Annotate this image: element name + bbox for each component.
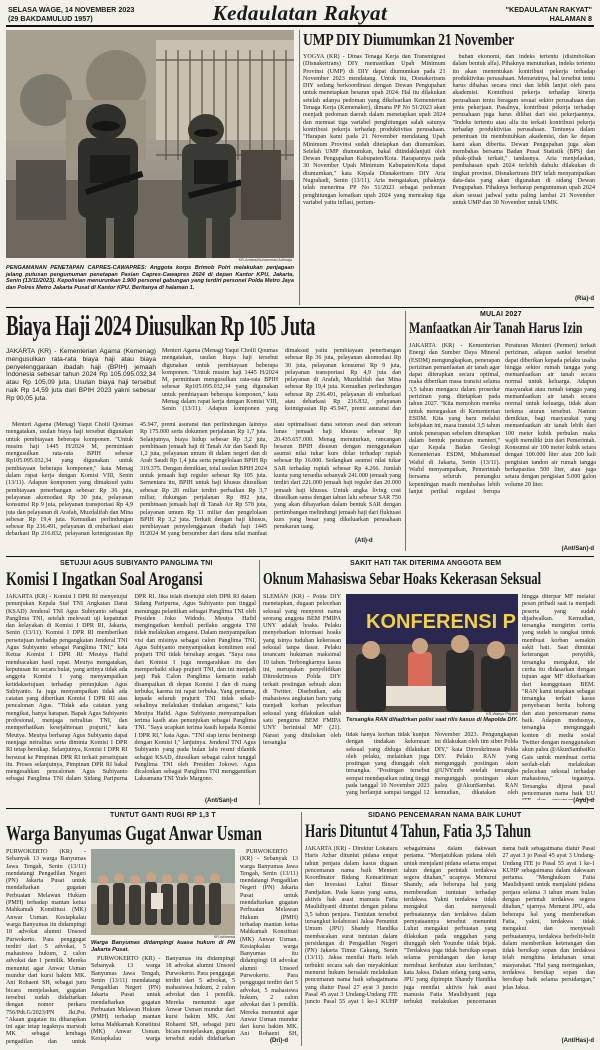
air-author: (Ant/San)-d — [561, 546, 594, 552]
top-photo-caption: PENGAMANAN PENETAPAN CAPRES-CAWAPRES: Anggota korps Brimob Polri melakukan penjagaan jelang putusan pengumuman penetapan Pasian Capres-Cawapres 2024 di depan Kantor KPU, Jakarta, Senin (13/11/2023). Kepolisian menurunkan 1.900 personel gabungan yang terdiri personel Polda Metro Jaya dan Polres Metro Jakarta Pusat di Kantor KPU. Beritanya di halaman 1. — [6, 265, 294, 292]
haji-headline-text: Biaya Haji 2024 Diusulkan Rp 105 Juta — [6, 311, 316, 342]
column-divider — [405, 311, 406, 551]
section-rule — [6, 808, 594, 809]
komisi-headline-text: Komisi I Ingatkan Soal Arogansi — [6, 569, 203, 590]
header-page-info — [506, 5, 592, 23]
warga-photo — [91, 849, 235, 935]
ump-author: (Ria)-d — [575, 296, 594, 302]
haji-body-text: Menteri Agama (Menag) Yaqut Cholil Qoumas mengatakan, usulan biaya haji tersebut digunakan untuk pembiayaan beberapa komponen. "Untuk musim haji 1445 H/2024 M, permintaan mengusulkan rata-rata BPIH sebesar Rp105.095.032,34 yang digunakan untuk pembiayaan beberapa komponen," kata Menag dalam rapat kerja dengan Komisi VIII, Senin (13/11). Adapun komponen yang dimaksud yaitu pembiayaan penerbangan sebesar Rp 36 juta, pelayanan akomodasi Rp 30 juta, pelayanan konsumsi Rp 9 juta, pelayanan transportasi Rp 4,9 juta dan pelayanan di Arafah, Muzdalifah dan Mina sebesar Rp 19,4 juta. Kemudian perlindungan sebesar Rp 236.491, pelayanan di embarkasi atau debarkasi Rp 216.832, pelayanan keimigrasian Rp 45.947, premi asuransi dan perlindungan lainnya Rp 175.000 serta dokumen perjalanan Rp 1,7 juta. Selanjutnya, biaya hidup sebesar Rp 3,2 juta, pembinaan jemaah haji di Tanah Air dan Saudi Rp 1,2 juta, pelayanan umum di dalam negeri dan di Arab Saudi Rp 1,4 juta serta pengelolaan BPIH Rp 319.375. Dengan demikian, total usulan BPIH 2024 untuk jemaah haji reguler sebesar Rp 105 juta. Sementara itu, BPIH untuk haji khusus diusulkan sebesar Rp 20 miliar terdiri perbaikan Rp 3,7 miliar, dukungan perjalanan Rp 892 juta, pembinaan jemaah haji di Tanah Air Rp 578 juta, pelayanan umum Rp 11 miliar dan pengelolaan BPIH Rp 3,2 juta. Terkait dengan haji khusus, pembiayaan penyelenggaraan ibadah haji 1445 H/2024 M yang bersumber dari dana nilai manfaat atau optimalisasi dana setoran awal dan setoran lunas jemaah haji khusus sebesar Rp 20.435.657.000. Menag menuturkan, rancangan besaran BPIH disusun dengan menggunakan asumsi nilai tukar kurs dolar terhadap rupiah sebesar Rp 16.000. Sedangkan asumsi nilai tukar SAR terhadap rupiah sebesar Rp 4.266. Jumlah kuota yang tersedia sebanyak 241.000 jemaah yang terdiri dari 221.000 jemaah haji reguler dan 20.000 jemaah haji khusus. Untuk angka living cost diusulkan sama dengan tahun lalu sebesar SAR 750 yang akan dibayarkan dalam bentuk SAR dengan pertimbangan melindungi jemaah haji dari fluktuasi kurs yang besar yang dikeluarkan perusahaan penukaran uang. — [6, 422, 401, 538]
header-date-line1: SELASA WAGE, 14 NOVEMBER 2023 — [8, 5, 135, 14]
air-headline-text: Manfaatkan Air Tanah Harus Izin — [409, 320, 583, 337]
warga-author: (Dri)-d — [270, 1038, 288, 1044]
hoaks-author: (Ayu)-d — [573, 798, 594, 804]
haris-body-text: JAKARTA (KR) - Direktur Lokataru Haris Azhar dituntut pidana empat tahun penjara dalam kasus dugaan pencemaran nama baik Menteri Koordinator Bidang Kemaritiman dan Investasi Luhut Binsar Pandjaitan. Pada kasus yang sama, aktivis hak asasi manusia Fatia Maulidiyanti dituntut dengan pidana 3,5 tahun penjara. Tuntutan tersebut tersangkut kolaborasi Jaksa Penuntut Umum (JPU) Shandy Handika membacakan surat tuntutan dalam persidangan di Pengadilan Negeri (PN) Jakarta Timur Cakung, Senin (13/11). Jaksa menilai Haris telah terbukti secara sah dan meyakinkan menurut hukum bersalah melakukan pencemaran nama baik sebagaimana yang diatur Pasal 27 ayat 3 juncto Pasal 45 ayat 3 Undang-Undang ITE juncto Pasal 55 ayat 1 ke-1 KUHP sebagaimana dalam dakwaan pertama. "Menjatuhkan pidana oleh untuk menjalani pidana selama empat tahun dengan perintah terdakwa segera ditahan," ucapnya. Menurut Shandy, ada beberapa hal yang memberatkan tuntutan terhadap terdakwa. Yakni terdakwa tidak mengakui dan menyesali perbuatannya dan terdakwa dalam pernyataannya tersebut menuntut Luhut mengakui perbuatan yang dilakukan pada unggahan yang diunggah oleh Youtube tidak bijak. "Terdakwa juga tidak bersikap sopan selama persidangan dan kerap membuat keributan atau keributan," kata Jaksa. Dalam sidang yang sama, JPU yang dipimpin Shandy Handika juga menilai aktivis hak asasi manusia Fatia Maulidiyanti juga terbukti melakukan pencemaran nama baik sebagaimana diatur Pasal 27 ayat 3 jo Pasal 45 ayat 3 Undang-Undang ITE jo Pasal 55 ayat 1 ke-1 KUHP sebagaimana dalam dakwaan pertama. "Menghukum Fatia Maulidiyanti untuk menjalani pidana penjara selama 3 tahun enam bulan dengan perintah terdakwa segera ditahan," ujarnya. Menurut JPU, ada beberapa hal yang memberatkan Fatia, yakni, terdakwa tidak mengakui dan menyesali perbuatannya, terdakwa berbelit-belit dalam memberikan keterangan dan tidak bersikap sopan dan terdakwa telah menghina ketahanan umat masyarakat. "Hal yang meringankan, terdakwa bersikap sopan dan bersikap baik selama persidangan," jelas Jaksa. — [305, 846, 595, 1006]
haris-headline-text: Haris Dituntut 4 Tahun, Fatia 3,5 Tahun — [305, 821, 531, 842]
haji-headline — [6, 311, 401, 343]
column-divider — [299, 30, 300, 305]
hoaks-headline — [263, 569, 595, 591]
hoaks-col2 — [346, 732, 518, 800]
warga-body-text: PURWOKERTO (KR) - Sebanyak 13 warga Banyumas Jawa Tengah, Senin (13/11) mendatangi Pengadilan Negeri (PN) Jakarta Pusat untuk mendaftarkan gugatan Perbuatan Melawan Hukum (PMH) terhadap mantan ketua Mahkamah Konstitusi (MK) Anwar Usman. Kesiapkalau warga Banyumas itu didampingi 18 advokat alumni Unsoed Purwokerto. Para penggugat terdiri dari 5 advokat, 5 mahasiswa hukum, 2 calon advokat dan 1 pemilik. Mereka menuntut agar Anwar Usman mundur dari kursi hakim MK. Ani Rohaeni SH, sebagai juru bicara menjelaskan, gugatan tersebut sudah didaftarkan dengan nomor perkara 756/Pdt.G/2023/PN Jkt.Pst. "Akaan gugatan itu diharapkan ini agar tetap tegaknya marwah MK sebagai lembaga pengadilan dan untuk — [6, 849, 86, 1045]
brimob-photo-illustration — [6, 30, 294, 258]
hoaks-headline-text: Oknum Mahasiswa Sebar Hoaks Kekerasan Seksual — [263, 569, 542, 588]
haji-lead: JAKARTA (KR) - Kementerian Agama (Kemenag) mengusulkan rata-rata biaya haji atau biaya penyelenggaraan ibadah haji (BPIH) jemaah Indonesia sebesar tahun 2024 Rp 105.095.032,34 atau Rp 105,09 juta. Usulan biaya haji tersebut naik Rp 14,59 juta dari BPIH 2023 yakni sebesar Rp 90,05 juta. — [6, 348, 156, 402]
masthead-logo: Kedaulatan Rakyat — [212, 1, 388, 25]
svg-text:KONFERENSI P: KONFERENSI P — [366, 611, 517, 633]
hoaks-photo-caption: Tersangka RAN dihadirkan polisi saat rilis kasus di Mapolda DIY. — [346, 717, 518, 723]
section-rule — [6, 556, 594, 557]
haji-body — [6, 422, 401, 540]
header-date — [8, 5, 134, 23]
warga-kicker: TUNTUT GANTI RUGI RP 1,3 T — [110, 812, 216, 819]
komisi-body — [6, 594, 256, 798]
warga-photo-caption: Warga Banyumas didampingi kuasa hukum di PN Jakarta Pusat. — [91, 940, 235, 953]
hoaks-col2-text: tidak hanya korban tidak kunjun dengan tindakan kekerasan seksual yang diduga dilakukan oleh pelaku, melainkan juga postingan yang diunggah oleh tersangka. "Postingan tersebut sempat mendapatkan rating tinggi pada tanggal 10 November 2023 yang berlanjut sampai tanggal 12 November 2023. Pengungkapan ini dilakukan oleh tim siber Polda DIY," kata Dirreskrimsus Polda DIY. Pelaku RAN yang mengunggah postingan akun @UNYmfb setelah tersangka mengunggah postingan akun palsu @AkunSambat. RAN kemudian, dikatakan oleh — [346, 732, 518, 797]
header-page-number: HALAMAN 8 — [549, 14, 592, 23]
press-conference-photo-illustration — [346, 594, 518, 712]
warga-headline-text: Warga Banyumas Gugat Anwar Usman — [6, 821, 262, 845]
header-section-label: "KEDAULATAN RAKYAT" — [505, 5, 592, 14]
warga-headline — [6, 821, 296, 845]
top-photo-credit: KR-Antara/Muhammad Adimaja — [238, 258, 292, 262]
hoaks-col3: hingga diterpar MF melalui pesan pribadi saat ia menjadi peserta yang sudah dijadwalkan. Kemudian, tersangka mengirim cerita yang sudah ia rangkai untuk membuat korban semakin sakit hati. Saat dimintai keterangan penyidik, tersangka mengakui, ide cerita itu didasarkan dengan tujuan agar MF dikeluarkan dari keanggotaan BEM. "RAN kami tetapkan sebagai tersangka terkait kasus penyebaran berita bohong dan atau pencemaran nama baik. Adapun modusnya, tersangka mengunggah konten di media sosial Twitter dengan menggunakan akun palsu @AkunSambatKu Gais untuk membuat cerita seolah-olah melakukan pelecehan seksual terhadap mahasiswa," tegasnya. Tersangka dijerat pasal pencemaran nama baik UU — [522, 594, 595, 798]
warga-body-col4-text: PURWOKERTO (KR) - Sebanyak 13 warga Banyumas Jawa Tengah, Senin (13/11) mendatangi Pengadilan Negeri (PN) Jakarta Pusat untuk mendaftarkan gugatan Perbuatan Melawan Hukum (PMH) terhadap mantan ketua Mahkamah Konstitusi (MK) Anwar Usman. Kesiapkalau warga Banyumas itu didampingi 18 advokat alumni Unsoed Purwokerto. Para penggugat terdiri dari 5 advokat, 5 mahasiswa hukum, 2 calon advokat dan 1 pemilik. Mereka menuntut agar Anwar Usman mundur dari kursi hakim MK. Ani Rohaeni SH, — [240, 849, 298, 1038]
column-divider — [259, 560, 260, 805]
haji-author: (Ati)-d — [355, 538, 373, 544]
komisi-headline — [6, 569, 251, 591]
haris-body — [305, 846, 595, 1039]
haris-kicker: SIDANG PENCEMARAN NAMA BAIK LUHUT — [368, 812, 522, 819]
air-kicker: MULAI 2027 — [480, 311, 522, 318]
haris-author: (Ant/Has)-d — [561, 1038, 594, 1044]
hoaks-col1: SLEMAN (KR) - Polda DIY menetapkan, dugaan pelecehan seksual yang menyeret nama seorang anggota BEM FMIPA UNY adalah hoaks. Pelaku menyebarkan informasi hoaks yang isinya tuduhan kekerasan seksual tanpa dasar. Pelaku terancam hukuman maksimal 10 tahun. Terbongkarnya kasus ini, merupakan penyelidikan Ditreskrimsus Polda DIY terkait postingan sebuah akun di Twitter. Disebutkan, ada mahasiswa angkatan baru yang menjadi korban pelecehan seksual yang dilakukan salah satu pengurus BEM FMIPA UNY berinisial MF (21). Narasi yang dituliskan oleh tersangka — [263, 594, 341, 746]
hoaks-photo-credit: KR-Wahyu Priyanti — [486, 712, 518, 716]
haris-headline — [305, 821, 595, 843]
haji-body-top-text: Menteri Agama (Menag) Yaqut Cholil Qoumas mengatakan, usulan biaya haji tersebut digunakan untuk pembiayaan beberapa komponen. "Untuk musim haji 1445 H/2024 M, permintaan mengusulkan rata-rata BPIH sebesar Rp105.095.032,34 yang digunakan untuk pembiayaan beberapa komponen," kata Menag dalam rapat kerja dengan Komisi VIII, Senin (13/11). Adapun komponen yang dimaksud yaitu pembiayaan penerbangan sebesar Rp 36 juta, pelayanan akomodasi Rp 30 juta, pelayanan konsumsi Rp 9 juta, pelayanan transportasi Rp 4,9 juta dan pelayanan di Arafah, Muzdalifah dan Mina sebesar Rp 19,4 juta. Kemudian perlindungan sebesar Rp 236.491, pelayanan di embarkasi atau debarkasi Rp 216.832, pelayanan keimigrasian Rp 45.947, premi asuransi dan — [162, 348, 401, 413]
warga-body-col1 — [6, 849, 86, 1045]
hoaks-kicker: SAKIT HATI TAK DITERIMA ANGGOTA BEM — [350, 560, 502, 567]
warga-photo-credit: KR-istimewa — [213, 935, 235, 939]
warga-body-col4 — [240, 849, 298, 1039]
top-photo — [6, 30, 294, 258]
warga-body-lower-text: PURWOKERTO (KR) - Sebanyak 13 warga Banyumas Jawa Tengah, Senin (13/11) mendatangi Pengadilan Negeri (PN) Jakarta Pusat untuk mendaftarkan gugatan Perbuatan Melawan Hukum (PMH) terhadap mantan ketua Mahkamah Konstitusi (MK) Anwar Usman. Kesiapkalau warga Banyumas itu didampingi 18 advokat alumni Unsoed Purwokerto. Para penggugat terdiri dari 5 advokat, 5 mahasiswa hukum, 2 calon advokat dan 1 pemilik. Mereka menuntut agar Anwar Usman mundur dari kursi hakim MK. Ani Rohaeni SH, sebagai juru bicara menjelaskan, gugatan tersebut sudah didaftarkan — [91, 956, 235, 1043]
air-headline — [409, 320, 597, 340]
section-rule — [6, 307, 594, 308]
komisi-author: (Ant/San)-d — [205, 798, 238, 804]
hoaks-photo — [346, 594, 518, 712]
header-date-line2: (29 BAKDAMULUD 1957) — [8, 14, 93, 23]
header-rule — [6, 25, 594, 27]
ump-headline — [303, 30, 595, 52]
column-divider — [301, 812, 302, 1046]
warga-body-lower — [91, 956, 235, 1045]
ump-body-col2: buhan ekonomi, dan indeks tertentu (disimbolkan dalam bentuk alfa). Pihaknya menuturkan, indeks tertentu itu akan menentukan kontribusi pekerja terhadap produktivitas perusahaan. Menurutnya, hal tersebut tentu harus dibahas secara rinci dan lebih lanjut oleh para akademisi. Kontribusi pekerja terhadap kinerja perusahaan tentu beragam sesuai sektor perusahaan dan jenis pekerjaan. Pasalnya, kontribusi pekerja terhadap perusahaan juga harus dilihat dari sisi pekerjaannya. "Indeks tertentu atau alfa itu terkait kontribusi pekerja terhadap produktivitas perusahaan. Tentunya dalam penentuan itu membutuhkan akademisi, dan ke depan kami akan diberita. Dewan Pengupahan juga akan membahas bersama Badan Pusat Statistik (BPS) dan pihak-pihak terkait," tandasnya. Aria menjelaskan, pembahasan upah 2024 terlebih dahulu dilakukan di tingkat provinsi. Disnakertrans DIY telah menyampaikan data-data yang akan digunakan di sidang Dewan Pengupahan. Pihaknya berharap pengumuman upah 2024 akan sesuai jadwal yaitu paling lambat 21 November untuk UMP dan 30 November untuk UMK. — [452, 54, 595, 206]
air-body — [409, 343, 596, 548]
air-body-text: JAKARTA (KR) - Kementerian Energi dan Sumber Daya Mineral (ESDM) mengungkapkan, penerapan perizinan pemanfaatan air tanah agar dapat diterapkan secara optimal, maka diberikan masa transisi selama 3,5 tahun mengacu dalam prosedur perizinan yang ditetapkan pada tahun 2027. "Kita memohon mereka untuk menegaskan di Kementerian ESDM. Kita yang baru melalui kebijakan ini, masa transisi 3,5 tahun untuk penerapan sebelum diterapkan dalam bentuk peraturan menteri," ujar Kepala Badan Geologi Kementerian ESDM, Muhammad Wafid di Jakarta, Senin (13/11). Wafid menyampaikan, Pemerintah bersama seluruh pemangku kepentingan masih membahas lebih lanjut perihal regulasi berupa Peraturan Menteri (Permen) terkait perizinan, adapun sanksi tersebut dapat diberikan kepada pelaku usaha hingga sektor rumah tangga yang memanfaatkan air tanah secara normal untuk keluarga. Adapun masyarakat atau rumah tangga yang memanfaatkan air tanah secara normal untuk keluarga, tidak akan terkena aturan tersebut. Namun demikian, bagi masyarakat yang memanfaatkan air tanah lebih dari 100 meter kubik perbulan maka wajib memiliki izin dari Pemerintah. Konsumsi air 100 meter kubik setara dengan 100.000 liter atau 200 kali pengisian tandon air rumah tangga berkapasitas 500 liter, atau juga setara dengan pengisian 5.000 galon volume 20 liter. — [409, 343, 596, 495]
ump-body — [303, 54, 595, 300]
komisi-kicker: SETUJUI AGUS SUBIYANTO PANGLIMA TNI — [60, 560, 213, 567]
haji-body-top — [162, 348, 401, 420]
komisi-body-text: JAKARTA (KR) - Komisi I DPR RI menyetujui penunjukan Kepala Staf TNI Angkatan Darat (KSAD) Jenderal TNI Agus Subiyanto sebagai Panglima TNI, setelah melewati uji kepatutan dan kelayakan di Komisi I DPR RI, Jakarta, Senin (13/11). Komisi I DPR RI memberikan persetujuan terhadap pengangkatan Jenderal TNI Agus Subiyanto sebagai Panglima TNI," kata Ketua Komisi I DPR RI Meutya Hafid membacakan hasil rapat. Meutya mengatakan, keputusan itu secara bulat, yang artinya tidak ada anggota Komisi I yang menyampaikan ketidaksetujuan terhadap penunjukan Agus Subiyanto. Ia juga menyampaikan tidak ada catatan yang diberikan Komisi I DPR RI atas pencalonan Agus. "Tidak ada catatan yang mengikat, hanya harapan. Bapak Agus Subiyanto profesional, menjaga netralitas TNI, dan memperhatikan kesejahteraan prajurit," kata Meutya. Meutya berharap Agus Subiyanto dapat menjaga netralitas serta diminta Komisi I DPR RI tetap bersikap. Selanjutnya, Komisi I DPR RI bersurat ke Pimpinan DPR RI terkait persetujuan itu. Proses selanjutnya, Pimpinan DPR RI bakal mengesahkan pencalonan Agus Subiyanto sebagai Panglima TNI dalam Sidang Paripurna DPR RI. Jika telah disetujui oleh DPR RI dalam Sidang Paripurna, Agus Subiyanto pun tinggal menunggu pelantikan sebagai Panglima TNI oleh Presiden Joko Widodo. Meutya Hafid mengingatkan kembali perilaku anggota TNI tidak melakukan arogansi. Dalam menyampaikan visi dan misinya sebagai calon Panglima TNI, Agus Subiyanto menyampaikan komitmen soal prajurit TNI tidak bersikap arogan. "Saya rasa dari Komisi I juga mengarahkan itu dan memperbaiki sikap prajurit TNI, dan ini menjadi janji Pak Calon Panglima kemarin sudah disampaikan di depan Komisi I dan di ruang terbuka, karena ini rapat terbuka. Yang pertama, kepada seluruh prajurit TNI tidak sekali-sekalinya melakukan tindakan arogansi," kata Meutya Hafid. Agus Subiyanto menyampaikan terima kasih atas penunjukan sebagai Panglima TNI. "Saya ucapkan terima kasih kepada Komisi I DPR RI," kata Agus. "TNI siap terus bersinergi dengan Komisi I," lanjutnya. Jenderal TNI Agus Subiyanto yang pada bulan lalu resmi dilantik sebagai KSAD, diusulkan sebagai calon tunggal Panglima TNI oleh Presiden Jokowi. Agus dicalonkan sebagai Panglima TNI menggantikan Laksamana TNI Yudo Margono. — [6, 594, 256, 783]
ump-headline-text: UMP DIY Diumumkan 21 November — [303, 30, 514, 49]
group-photo-illustration — [91, 849, 235, 935]
ump-body-col1: YOGYA (KR) - Dinas Tenaga Kerja dan Transmigrasi (Disnakertrans) DIY memastikan Upah Minimum Provinsi (UMP) di DIY dapat diumumkan pada 21 November 2023 mendatang. Untuk itu, Disnakertrans DIY sedang berkoordinasi dengan Dewan Pengupahan untuk menetapkan besaran upah 2024. Hal itu dilakukan setelah adanya pedoman yang dikeluarkan Kementerian Tenaga Kerja (Kemenaker), dimana PP No 51/2023 akan menjadi pedoman daerah dalam menetapkan upah 2024 dan memuat tiga variabel penghitungan salah satunya kontribusi pekerja terhadap produktivitas perusahaan. "Harapan kami pada 21 November mendatang Upah Minimum Provinsi sudah ditetapkan dan diumumkan. Setelah UMP diumumkan, bakal ditindaklanjuti oleh Dewan Pengupahan Kabupaten/Kota. Harapannya pada 30 November Upah Minimum Kabupaten/Kota dapat diumumkan," kata Kepala Disnakertrans DIY Aria Nugrahadi, Senin (13/11). Aria mengatakan, pihaknya telah menerima PP No 51/2023 sebagai pedoman penghitungan kenaikan upah 2024 yang mencakup tiga variabel yaitu inflasi, pertum- — [303, 54, 446, 206]
